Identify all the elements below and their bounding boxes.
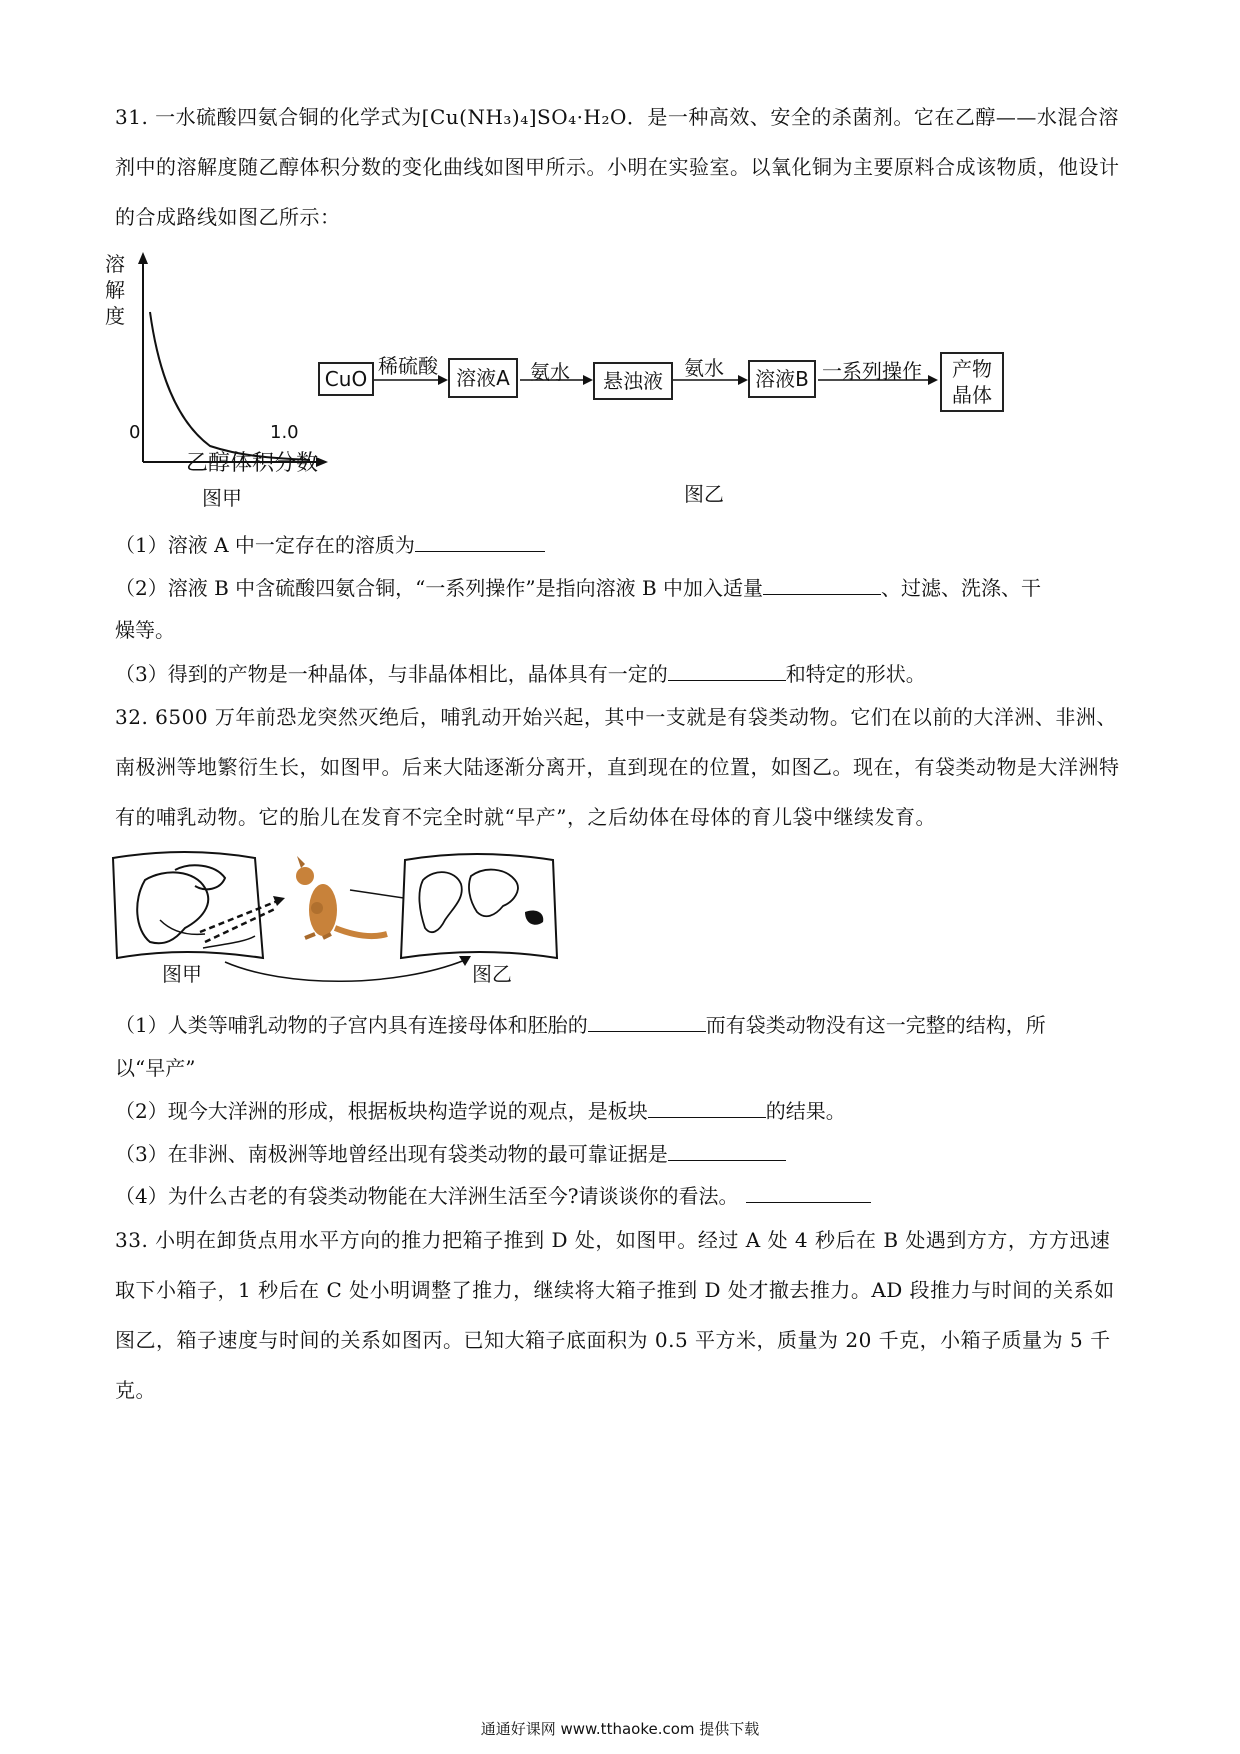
figure-caption-map-yi: 图乙: [472, 962, 512, 986]
y-label-3: 度: [105, 304, 125, 328]
q32-sub1-cont: 以“早产”: [115, 1056, 196, 1080]
q32-sub4: （4）为什么古老的有袋类动物能在大洋洲生活至今?请谈谈你的看法。: [115, 1181, 1130, 1211]
map-frame-left: [113, 852, 263, 958]
answer-blank[interactable]: [588, 1013, 706, 1032]
page-footer: 通通好课网 www.tthaoke.com 提供下载: [480, 1720, 760, 1738]
q32-stem: 32. 6500 万年前恐龙突然灭绝后，哺乳动开始兴起，其中一支就是有袋类动物。它们在以前的大洋洲、非洲、南极洲等地繁衍生长，如图甲。后来大陆逐渐分离开，直到现在的位置，如图乙。现在，有袋类动物是大洋洲特有的哺乳动物。它的胎儿在发育不完全时就“早产”，之后幼体在母体的育儿袋中继续发育。: [115, 705, 1120, 829]
flow-box-product-line2: 晶体: [952, 383, 992, 407]
answer-blank[interactable]: [415, 533, 545, 552]
flow-box-suspension: 悬浊液: [593, 362, 673, 400]
flow-arrow-label-4: 一系列操作: [822, 359, 922, 383]
y-label-1: 溶: [105, 252, 125, 276]
figure-caption-jia: 图甲: [202, 486, 242, 510]
drift-arrow: [225, 960, 465, 981]
flow-arrow-label-1: 稀硫酸: [378, 354, 438, 378]
q32-sub2: （2）现今大洋洲的形成，根据板块构造学说的观点，是板块 的结果。: [115, 1099, 846, 1123]
q32-sub3: （3）在非洲、南极洲等地曾经出现有袋类动物的最可靠证据是: [115, 1139, 1130, 1169]
q31-sub1: （1）溶液 A 中一定存在的溶质为: [115, 530, 1130, 560]
flow-arrow-label-2: 氨水: [530, 360, 570, 384]
q31-sub2-cont: 燥等。: [115, 618, 175, 642]
answer-blank[interactable]: [668, 662, 786, 681]
figure-caption-map-jia: 图甲: [162, 962, 202, 986]
flow-box-solution-b: 溶液B: [748, 360, 816, 398]
q31-sub2: （2）溶液 B 中含硫酸四氨合铜，“一系列操作”是指向溶液 B 中加入适量 、过滤、洗涤、干: [115, 576, 1041, 600]
map-frame-right: [401, 854, 557, 958]
q33-stem: 33. 小明在卸货点用水平方向的推力把箱子推到 D 处，如图甲。经过 A 处 4 秒后在 B 处遇到方方，方方迅速取下小箱子，1 秒后在 C 处小明调整了推力，继续将大箱子推到 D 处才撤去推力。AD 段推力与时间的关系如图乙，箱子速度与时间的关系如图丙。已知大箱子底面积为 0.5 平方米，质量为 20 千克，小箱子质量为 5 千克。: [115, 1228, 1115, 1402]
y-axis-arrow: [138, 252, 148, 264]
q31-sub3: （3）得到的产物是一种晶体，与非晶体相比，晶体具有一定的 和特定的形状。: [115, 662, 926, 686]
figure-caption-yi: 图乙: [684, 482, 724, 506]
flow-box-product-line1: 产物: [952, 357, 992, 381]
answer-blank[interactable]: [746, 1184, 871, 1203]
answer-blank[interactable]: [648, 1099, 766, 1118]
answer-blank[interactable]: [668, 1142, 786, 1161]
q32-sub1: （1）人类等哺乳动物的子宫内具有连接母体和胚胎的 而有袋类动物没有这一完整的结构，所: [115, 1013, 1046, 1037]
q31-stem: 31. 一水硫酸四氨合铜的化学式为[Cu(NH₃)₄]SO₄·H₂O．是一种高效、安全的杀菌剂。它在乙醇——水混合溶剂中的溶解度随乙醇体积分数的变化曲线如图甲所示。小明在实验室。以氧化铜为主要原料合成该物质，他设计的合成路线如图乙所示：: [115, 105, 1120, 229]
x-origin-label: 0: [129, 422, 141, 443]
y-label-2: 解: [105, 278, 125, 302]
flow-arrow-label-3: 氨水: [684, 356, 724, 380]
x-end-label: 1.0: [270, 422, 299, 443]
answer-blank[interactable]: [763, 576, 881, 595]
flow-box-solution-a: 溶液A: [448, 358, 518, 398]
flow-box-cuo: CuO: [318, 362, 374, 396]
flow-box-product: [940, 352, 1004, 412]
x-axis-label: 乙醇体积分数: [186, 451, 319, 476]
